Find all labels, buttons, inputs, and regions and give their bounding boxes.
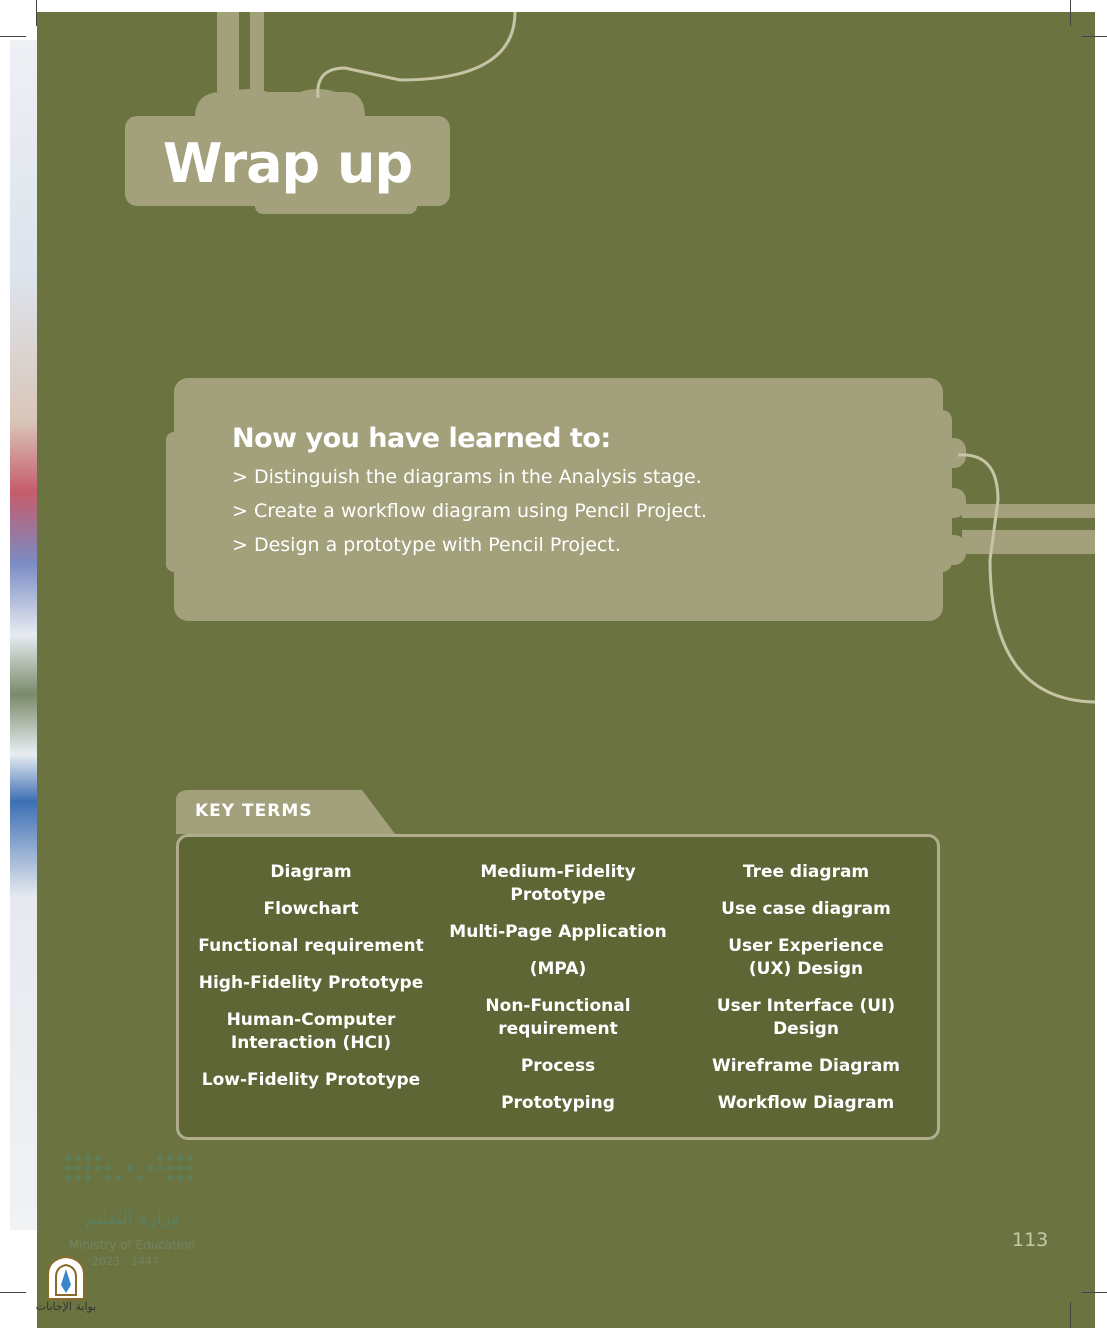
title-cable (318, 12, 515, 98)
key-terms-label: KEY TERMS (195, 801, 313, 821)
ministry-english-name: Ministry of Education (68, 1238, 196, 1252)
ministry-arabic-name: وزارة التعليم (84, 1208, 180, 1229)
key-term: Tree diagram (742, 862, 870, 882)
key-term: Diagram (270, 862, 352, 882)
key-term: Non-Functional requirement (485, 996, 631, 1039)
key-term: Process (520, 1056, 596, 1076)
learned-point: > Design a prototype with Pencil Project. (232, 534, 621, 556)
key-term: Low-Fidelity Prototype (201, 1070, 421, 1090)
learned-point: > Create a workflow diagram using Pencil Project. (232, 500, 707, 522)
key-terms-column-1 (186, 858, 436, 1103)
key-term: User Interface (UI) Design (716, 996, 896, 1039)
panel-cable (958, 455, 1095, 702)
page-title: Wrap up (162, 131, 413, 195)
title-connector (195, 12, 365, 118)
key-term: High-Fidelity Prototype (198, 973, 424, 993)
key-term: (MPA) (529, 959, 587, 979)
ministry-year: 2023 - 1447 (92, 1255, 159, 1268)
learned-section (232, 423, 932, 562)
portal-name: بوابة الإجابات (35, 1300, 97, 1313)
key-term: Use case diagram (721, 899, 891, 919)
page-number: 113 (1012, 1229, 1049, 1251)
portal-logo-icon (44, 1255, 88, 1301)
key-term: Prototyping (501, 1093, 615, 1113)
learned-point: > Distinguish the diagrams in the Analysis stage. (232, 466, 702, 488)
key-terms-column-2 (433, 858, 683, 1126)
key-term: Wireframe Diagram (711, 1056, 901, 1076)
learned-heading: Now you have learned to: (232, 423, 611, 454)
key-term: Workflow Diagram (717, 1093, 895, 1113)
key-term: User Experience (UX) Design (728, 936, 884, 979)
key-term: Multi-Page Application (449, 922, 667, 942)
key-term: Medium-Fidelity Prototype (480, 862, 636, 905)
key-term: Flowchart (263, 899, 359, 919)
key-term: Functional requirement (198, 936, 424, 956)
key-term: Human-Computer Interaction (HCI) (226, 1010, 396, 1053)
key-terms-column-3 (681, 858, 931, 1126)
